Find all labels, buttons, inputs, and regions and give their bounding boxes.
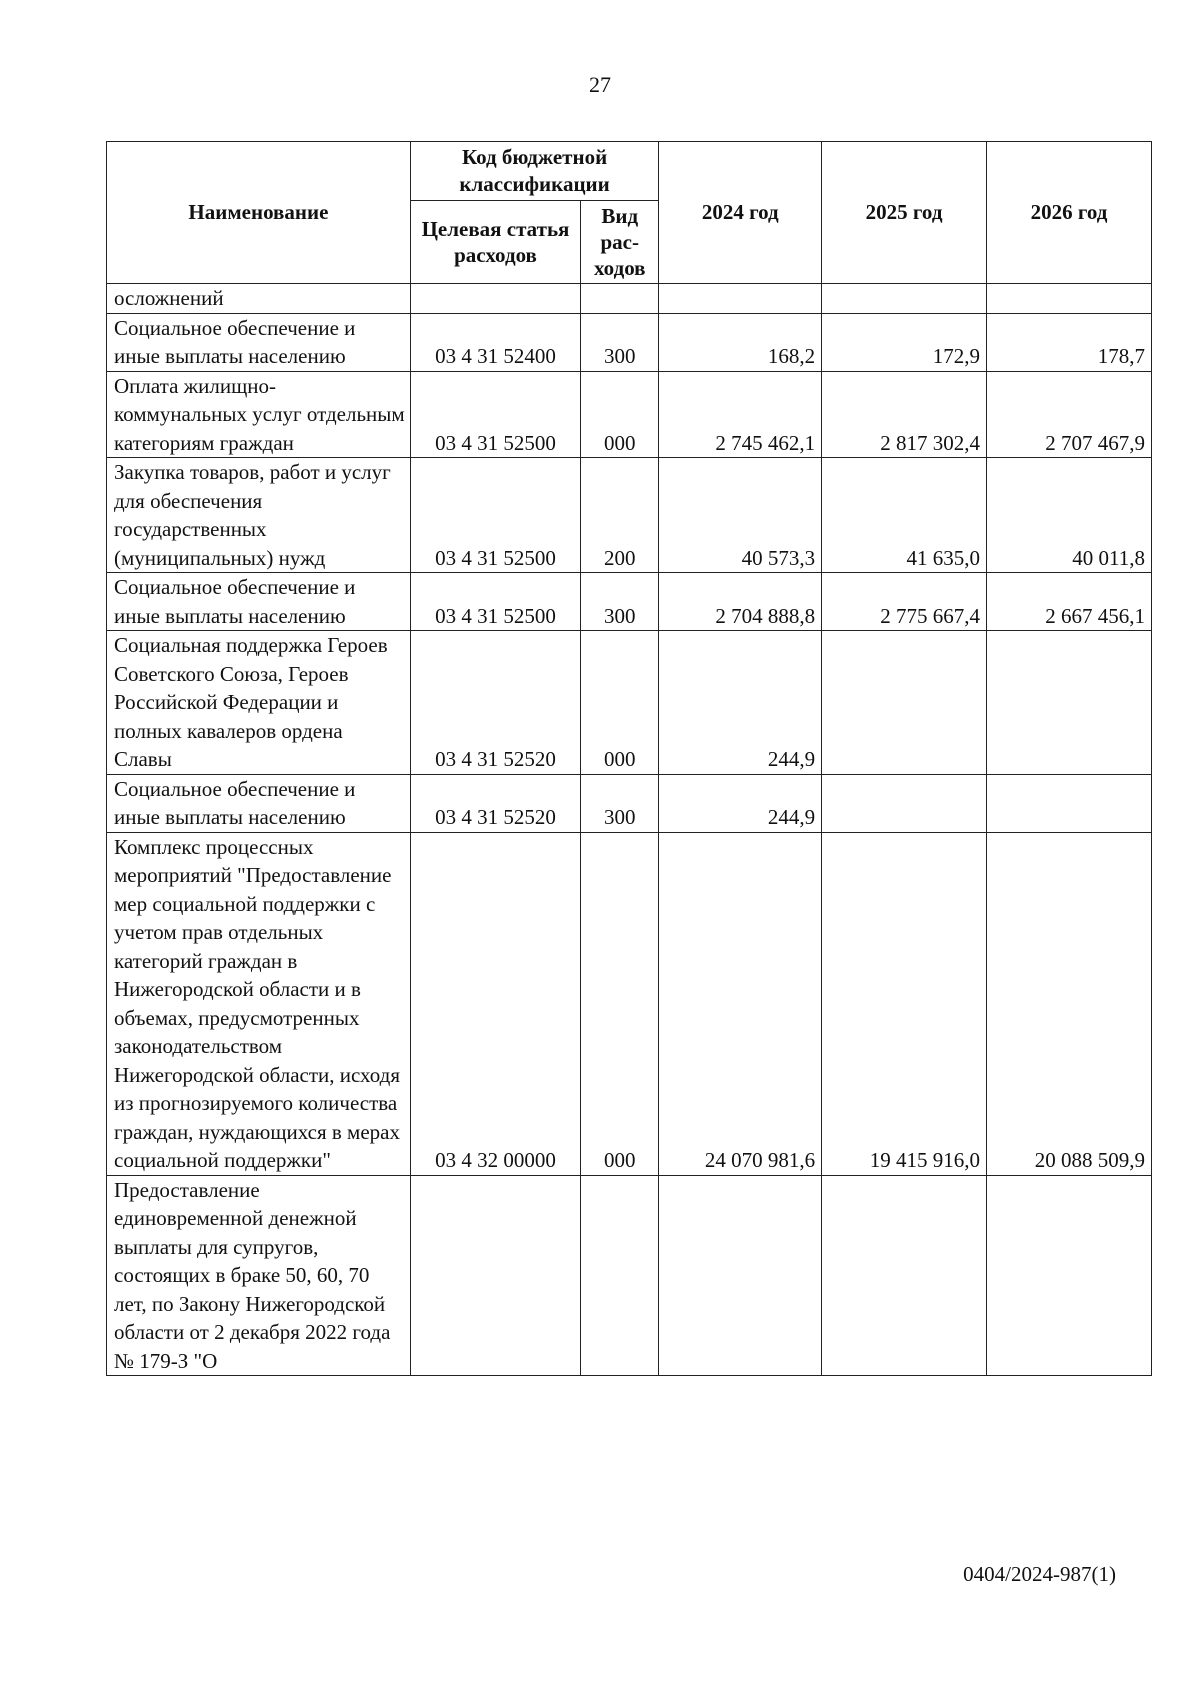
row-name-cell: Предоставление единовременной денежной выплаты для супругов, состоящих в браке 50, 60, 70 лет, по Закону Нижегородской области от 2 декабря 2022 года № 179-З "О — [107, 1175, 411, 1376]
row-2025-value: 172,9 — [822, 313, 987, 371]
row-2026-value: 178,7 — [987, 313, 1152, 371]
row-2025-value: 2 775 667,4 — [822, 573, 987, 631]
row-target-article-cell: 03 4 31 52500 — [410, 573, 580, 631]
row-2025-value — [822, 631, 987, 775]
row-2024-value: 2 704 888,8 — [659, 573, 822, 631]
table-row — [107, 313, 1152, 371]
header-2026: 2026 год — [987, 142, 1152, 284]
row-name-cell: осложнений — [107, 284, 411, 314]
row-2024-value: 40 573,3 — [659, 458, 822, 573]
row-2026-value: 2 707 467,9 — [987, 371, 1152, 458]
row-2026-value — [987, 631, 1152, 775]
table-row — [107, 774, 1152, 832]
row-name-cell: Комплекс процессных мероприятий "Предоставление мер социальной поддержки с учетом прав отдельных категорий граждан в Нижегородской области и в объемах, предусмотренных законодательством Нижегородской области, исходя из прогнозируемого количества граждан, нуждающихся в мерах социальной поддержки" — [107, 832, 411, 1175]
row-name-cell: Социальная поддержка Героев Советского Союза, Героев Российской Федерации и полных кавалеров ордена Славы — [107, 631, 411, 775]
row-target-article-cell: 03 4 31 52500 — [410, 371, 580, 458]
table-row — [107, 832, 1152, 1175]
row-2026-value — [987, 774, 1152, 832]
budget-table-container — [106, 141, 1152, 1376]
row-expense-type-cell — [581, 284, 659, 314]
row-expense-type-cell: 300 — [581, 313, 659, 371]
table-row — [107, 284, 1152, 314]
row-target-article-cell: 03 4 31 52400 — [410, 313, 580, 371]
row-name-cell: Закупка товаров, работ и услуг для обеспечения государственных (муниципальных) нужд — [107, 458, 411, 573]
header-2024: 2024 год — [659, 142, 822, 284]
row-2026-value: 40 011,8 — [987, 458, 1152, 573]
table-row — [107, 371, 1152, 458]
row-2024-value — [659, 284, 822, 314]
row-2024-value: 168,2 — [659, 313, 822, 371]
header-target-article: Целевая статья расходов — [410, 201, 580, 284]
header-code-group: Код бюджетной классификации — [410, 142, 659, 201]
row-2024-value: 244,9 — [659, 774, 822, 832]
row-expense-type-cell: 300 — [581, 774, 659, 832]
row-target-article-cell: 03 4 31 52520 — [410, 631, 580, 775]
row-name-cell: Социальное обеспечение и иные выплаты населению — [107, 774, 411, 832]
row-target-article-cell: 03 4 31 52520 — [410, 774, 580, 832]
row-2026-value — [987, 1175, 1152, 1376]
row-2024-value: 24 070 981,6 — [659, 832, 822, 1175]
budget-table — [106, 141, 1152, 1376]
row-name-cell: Социальное обеспечение и иные выплаты населению — [107, 573, 411, 631]
page-number: 27 — [589, 72, 611, 97]
row-expense-type-cell: 200 — [581, 458, 659, 573]
row-2025-value: 41 635,0 — [822, 458, 987, 573]
row-target-article-cell: 03 4 31 52500 — [410, 458, 580, 573]
header-name: Наименование — [107, 142, 411, 284]
header-row-top — [107, 142, 1152, 201]
row-2024-value: 2 745 462,1 — [659, 371, 822, 458]
row-2025-value: 2 817 302,4 — [822, 371, 987, 458]
row-2026-value — [987, 284, 1152, 314]
table-row — [107, 458, 1152, 573]
document-id: 0404/2024-987(1) — [963, 1562, 1116, 1586]
row-2025-value — [822, 284, 987, 314]
table-row — [107, 573, 1152, 631]
row-target-article-cell — [410, 1175, 580, 1376]
table-body — [107, 284, 1152, 1376]
row-2025-value — [822, 774, 987, 832]
row-target-article-cell — [410, 284, 580, 314]
row-name-cell: Оплата жилищно-коммунальных услуг отдельным категориям граждан — [107, 371, 411, 458]
row-2024-value: 244,9 — [659, 631, 822, 775]
header-2025: 2025 год — [822, 142, 987, 284]
row-2026-value: 20 088 509,9 — [987, 832, 1152, 1175]
row-2024-value — [659, 1175, 822, 1376]
row-expense-type-cell: 000 — [581, 631, 659, 775]
table-row — [107, 631, 1152, 775]
row-2025-value — [822, 1175, 987, 1376]
row-expense-type-cell — [581, 1175, 659, 1376]
row-expense-type-cell: 000 — [581, 371, 659, 458]
row-expense-type-cell: 000 — [581, 832, 659, 1175]
row-target-article-cell: 03 4 32 00000 — [410, 832, 580, 1175]
header-expense-type: Вид рас-ходов — [581, 201, 659, 284]
row-2026-value: 2 667 456,1 — [987, 573, 1152, 631]
row-expense-type-cell: 300 — [581, 573, 659, 631]
row-name-cell: Социальное обеспечение и иные выплаты населению — [107, 313, 411, 371]
row-2025-value: 19 415 916,0 — [822, 832, 987, 1175]
table-row — [107, 1175, 1152, 1376]
